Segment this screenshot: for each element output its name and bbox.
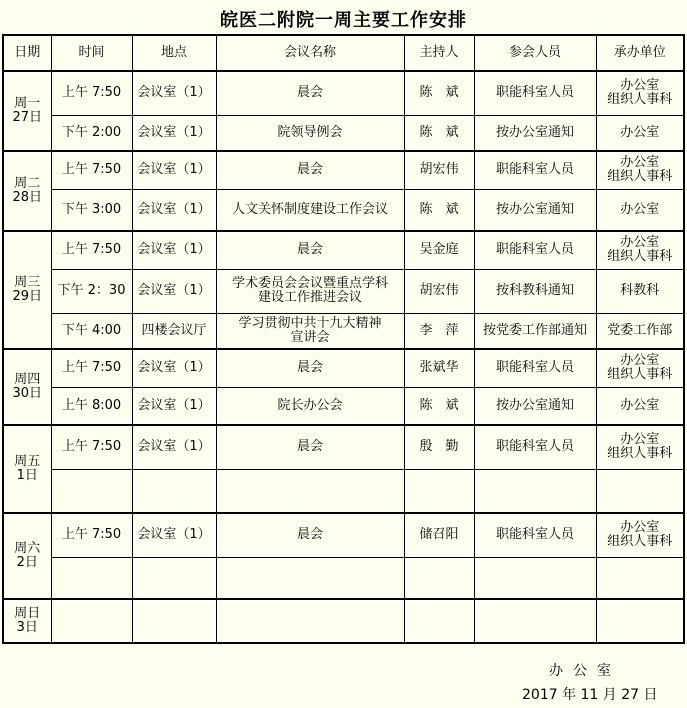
organizer-cell: 办公室 组织人事科 [596, 151, 684, 189]
attendees-cell: 按党委工作部通知 [474, 313, 596, 349]
page-title: 皖医二附院一周主要工作安排 [220, 10, 467, 31]
time-cell [51, 469, 132, 513]
header-place: 地点 [132, 35, 216, 71]
attendees-cell [474, 599, 596, 643]
host-cell: 陈 斌 [404, 115, 474, 151]
place-cell [132, 469, 216, 513]
table-row [3, 313, 684, 349]
attendees-cell: 职能科室人员 [474, 425, 596, 469]
meeting-cell: 人文关怀制度建设工作会议 [216, 189, 404, 231]
footer-date: 2017 年 11 月 27 日 [522, 687, 658, 703]
organizer-cell [596, 469, 684, 513]
host-cell: 殷 勤 [404, 425, 474, 469]
time-cell: 上午 7:50 [51, 513, 132, 557]
attendees-cell: 按办公室通知 [474, 115, 596, 151]
attendees-cell: 职能科室人员 [474, 513, 596, 557]
time-cell: 下午 2:00 [51, 115, 132, 151]
day-cell-mon: 周一 27日 [3, 71, 51, 151]
time-cell: 上午 7:50 [51, 349, 132, 387]
table-row [3, 387, 684, 425]
table-row [3, 115, 684, 151]
organizer-cell: 办公室 组织人事科 [596, 513, 684, 557]
meeting-cell: 晨会 [216, 513, 404, 557]
meeting-cell: 学习贯彻中共十九大精神 宣讲会 [216, 313, 404, 349]
host-cell: 李 萍 [404, 313, 474, 349]
place-cell: 四楼会议厅 [132, 313, 216, 349]
table-row [3, 349, 684, 387]
schedule-table [2, 34, 685, 644]
organizer-cell: 办公室 组织人事科 [596, 231, 684, 269]
meeting-cell: 晨会 [216, 71, 404, 115]
footer-office: 办公室 [549, 663, 621, 679]
header-organizer: 承办单位 [596, 35, 684, 71]
host-cell: 陈 斌 [404, 387, 474, 425]
table-row [3, 151, 684, 189]
meeting-cell: 晨会 [216, 231, 404, 269]
day-cell-sun: 周日 3日 [3, 599, 51, 643]
header-date: 日期 [3, 35, 51, 71]
attendees-cell: 职能科室人员 [474, 231, 596, 269]
header-host: 主持人 [404, 35, 474, 71]
header-time: 时间 [51, 35, 132, 71]
attendees-cell: 按办公室通知 [474, 189, 596, 231]
attendees-cell: 按科教科通知 [474, 269, 596, 313]
meeting-cell [216, 469, 404, 513]
host-cell: 陈 斌 [404, 71, 474, 115]
day-cell-fri: 周五 1日 [3, 425, 51, 513]
meeting-cell: 晨会 [216, 151, 404, 189]
place-cell: 会议室（1） [132, 349, 216, 387]
meeting-cell: 学术委员会会议暨重点学科 建设工作推进会议 [216, 269, 404, 313]
day-cell-sat: 周六 2日 [3, 513, 51, 599]
organizer-cell: 办公室 组织人事科 [596, 71, 684, 115]
meeting-cell: 院领导例会 [216, 115, 404, 151]
time-cell: 上午 7:50 [51, 231, 132, 269]
attendees-cell [474, 557, 596, 599]
host-cell [404, 599, 474, 643]
table-row-empty [3, 469, 684, 513]
place-cell [132, 557, 216, 599]
header-row [3, 35, 684, 71]
meeting-cell: 院长办公会 [216, 387, 404, 425]
organizer-cell [596, 599, 684, 643]
place-cell: 会议室（1） [132, 387, 216, 425]
table-row [3, 269, 684, 313]
header-meeting: 会议名称 [216, 35, 404, 71]
time-cell: 上午 8:00 [51, 387, 132, 425]
day-cell-wed: 周三 29日 [3, 231, 51, 349]
place-cell: 会议室（1） [132, 425, 216, 469]
table-row-empty [3, 557, 684, 599]
time-cell: 上午 7:50 [51, 425, 132, 469]
attendees-cell: 职能科室人员 [474, 71, 596, 115]
meeting-cell: 晨会 [216, 349, 404, 387]
table-row [3, 425, 684, 469]
place-cell: 会议室（1） [132, 115, 216, 151]
host-cell: 储召阳 [404, 513, 474, 557]
meeting-cell [216, 557, 404, 599]
organizer-cell: 办公室 [596, 115, 684, 151]
organizer-cell: 办公室 组织人事科 [596, 425, 684, 469]
place-cell: 会议室（1） [132, 231, 216, 269]
host-cell: 吴金庭 [404, 231, 474, 269]
host-cell [404, 469, 474, 513]
time-cell [51, 557, 132, 599]
organizer-cell: 办公室 [596, 387, 684, 425]
place-cell [132, 599, 216, 643]
host-cell: 胡宏伟 [404, 269, 474, 313]
attendees-cell: 职能科室人员 [474, 349, 596, 387]
attendees-cell: 职能科室人员 [474, 151, 596, 189]
time-cell: 下午 4:00 [51, 313, 132, 349]
time-cell [51, 599, 132, 643]
host-cell: 张斌华 [404, 349, 474, 387]
organizer-cell: 科教科 [596, 269, 684, 313]
table-row [3, 189, 684, 231]
place-cell: 会议室（1） [132, 269, 216, 313]
place-cell: 会议室（1） [132, 71, 216, 115]
header-attendees: 参会人员 [474, 35, 596, 71]
place-cell: 会议室（1） [132, 189, 216, 231]
table-row [3, 231, 684, 269]
time-cell: 下午 3:00 [51, 189, 132, 231]
time-cell: 上午 7:50 [51, 71, 132, 115]
organizer-cell: 办公室 [596, 189, 684, 231]
attendees-cell: 按办公室通知 [474, 387, 596, 425]
day-cell-thu: 周四 30日 [3, 349, 51, 425]
host-cell [404, 557, 474, 599]
place-cell: 会议室（1） [132, 513, 216, 557]
place-cell: 会议室（1） [132, 151, 216, 189]
day-cell-tue: 周二 28日 [3, 151, 51, 231]
table-row [3, 71, 684, 115]
time-cell: 下午 2：30 [51, 269, 132, 313]
attendees-cell [474, 469, 596, 513]
time-cell: 上午 7:50 [51, 151, 132, 189]
meeting-cell: 晨会 [216, 425, 404, 469]
table-row [3, 513, 684, 557]
organizer-cell: 党委工作部 [596, 313, 684, 349]
organizer-cell: 办公室 组织人事科 [596, 349, 684, 387]
table-row-empty [3, 599, 684, 643]
meeting-cell [216, 599, 404, 643]
organizer-cell [596, 557, 684, 599]
host-cell: 胡宏伟 [404, 151, 474, 189]
host-cell: 陈 斌 [404, 189, 474, 231]
